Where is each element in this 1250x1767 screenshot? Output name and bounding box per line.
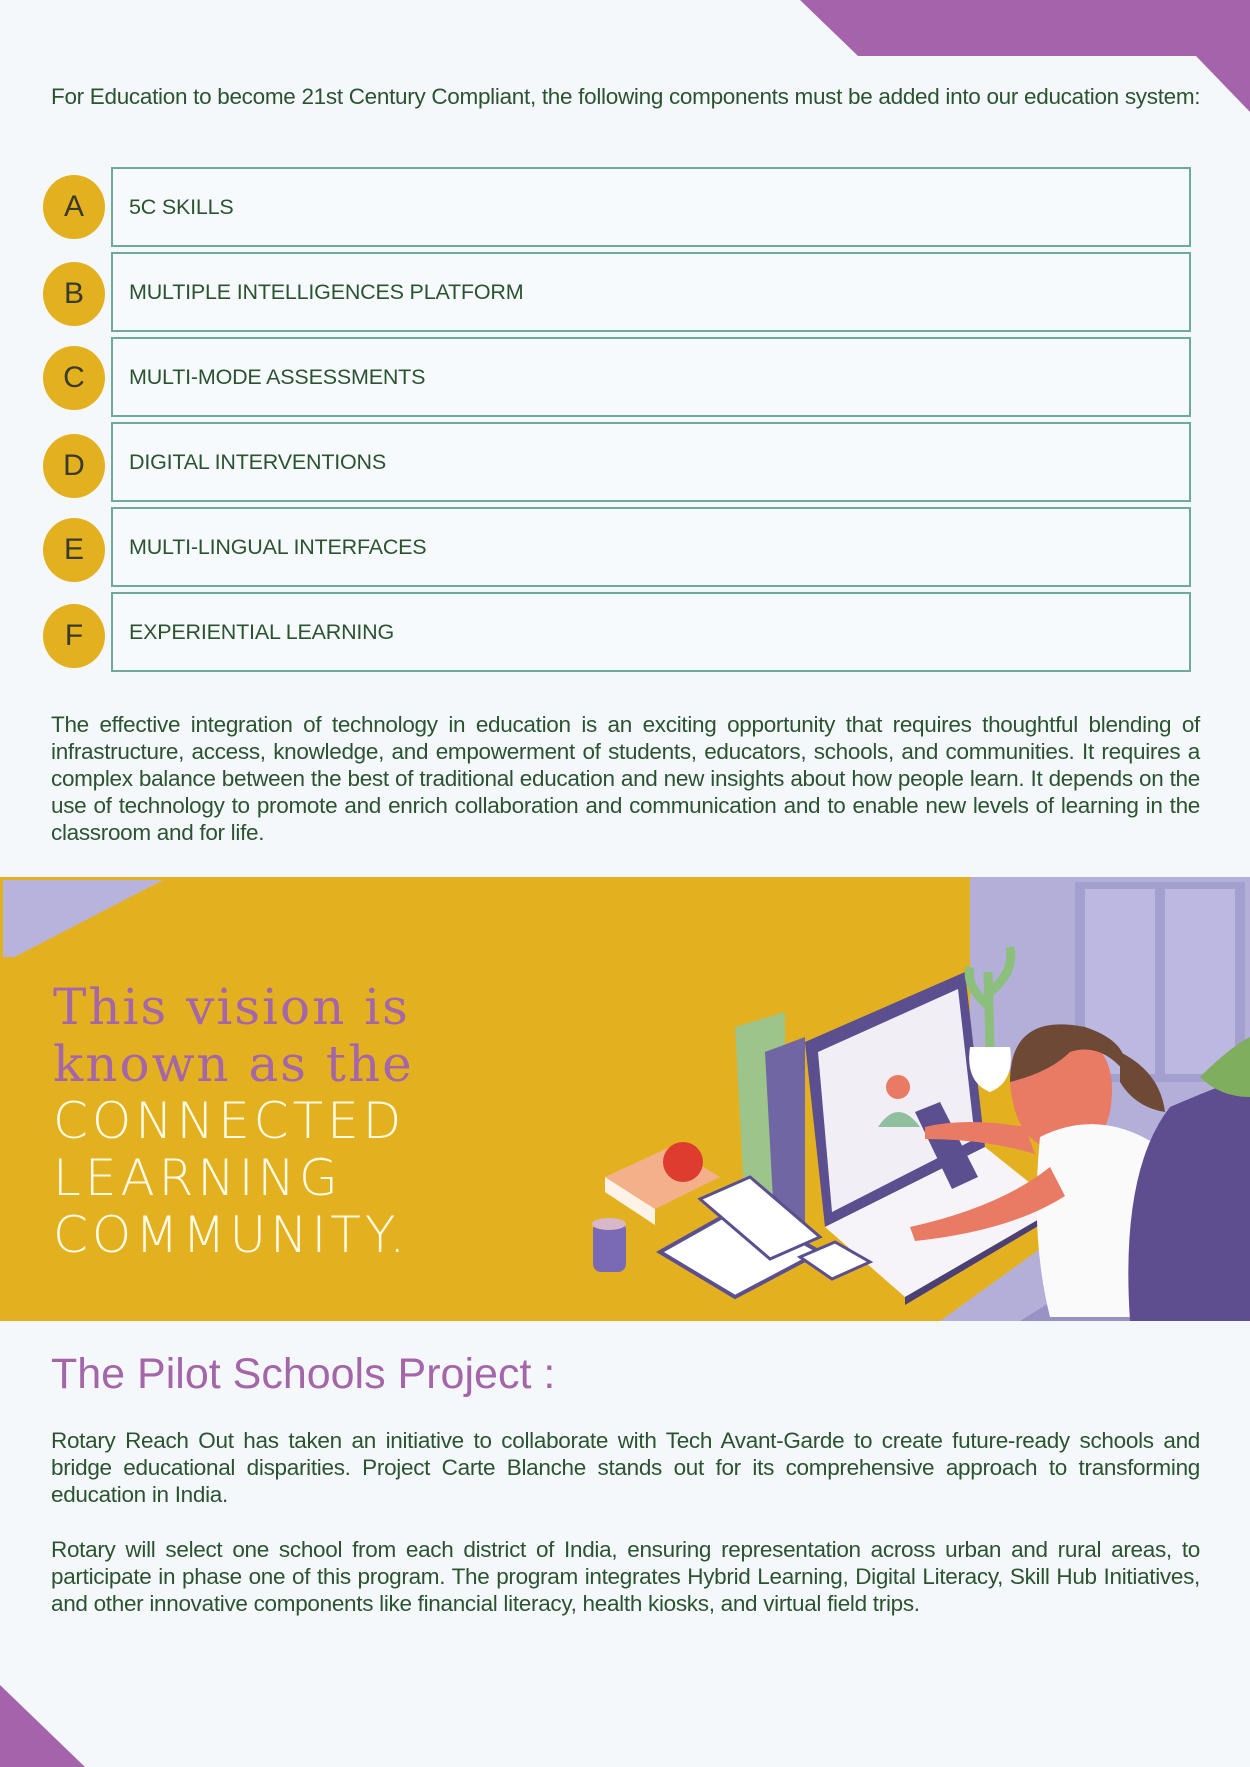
letter-badge: E: [43, 518, 105, 582]
letter-badge: F: [43, 604, 105, 668]
component-box: [111, 337, 1191, 417]
pilot-paragraph-2: Rotary will select one school from each district of India, ensuring representation across urban and rural areas, to participate in phase one of this program. The program integrates Hybrid Learning, Digital Literacy, Skill Hub Initiatives, and other innovative components like financial literacy, health kiosks, and virtual field trips.: [51, 1537, 1200, 1616]
pilot-section-title: The Pilot Schools Project :: [51, 1350, 556, 1398]
component-item: [0, 592, 1250, 672]
component-item: [0, 252, 1250, 332]
intro-text: For Education to become 21st Century Compliant, the following components must be added into our education system:: [51, 84, 1201, 109]
vision-heading: [53, 979, 414, 1264]
banner-corner-triangle: [0, 877, 170, 957]
letter-badge: D: [43, 434, 105, 498]
letter-badge: B: [43, 262, 105, 326]
vision-banner: [0, 877, 1250, 1321]
vision-line: LEARNING: [53, 1149, 342, 1207]
component-label: EXPERIENTIAL LEARNING: [129, 620, 395, 644]
component-label: MULTIPLE INTELLIGENCES PLATFORM: [129, 280, 524, 304]
component-box: [111, 167, 1191, 247]
component-box: [111, 592, 1191, 672]
component-label: MULTI-LINGUAL INTERFACES: [129, 535, 427, 559]
vision-line: CONNECTED: [53, 1092, 406, 1150]
component-item: [0, 337, 1250, 417]
bottom-left-corner-decoration: [0, 1680, 100, 1767]
component-label: MULTI-MODE ASSESSMENTS: [129, 365, 426, 389]
component-item: [0, 167, 1250, 247]
vision-line: COMMUNITY.: [53, 1206, 410, 1264]
letter-badge: C: [43, 346, 105, 410]
vision-line: This vision is: [53, 978, 410, 1036]
component-label: 5C SKILLS: [129, 195, 234, 219]
pilot-paragraph-1: Rotary Reach Out has taken an initiative to collaborate with Tech Avant-Garde to create future-ready schools and bridge educational disparities. Project Carte Blanche stands out for its comprehensive approach to transforming education in India.: [51, 1428, 1200, 1507]
student-laptop-illustration: [580, 877, 1250, 1321]
component-item: [0, 422, 1250, 502]
component-box: [111, 252, 1191, 332]
letter-badge: A: [43, 175, 105, 239]
integration-paragraph: The effective integration of technology in education is an exciting opportunity that requires thoughtful blending of infrastructure, access, knowledge, and empowerment of students, educators, schools, and communities. It requires a complex balance between the best of traditional education and new insights about how people learn. It depends on the use of technology to promote and enrich collaboration and communication and to enable new levels of learning in the classroom and for life.: [51, 712, 1200, 845]
component-box: [111, 507, 1191, 587]
component-label: DIGITAL INTERVENTIONS: [129, 450, 387, 474]
component-box: [111, 422, 1191, 502]
component-item: [0, 507, 1250, 587]
vision-line: known as the: [53, 1035, 414, 1093]
